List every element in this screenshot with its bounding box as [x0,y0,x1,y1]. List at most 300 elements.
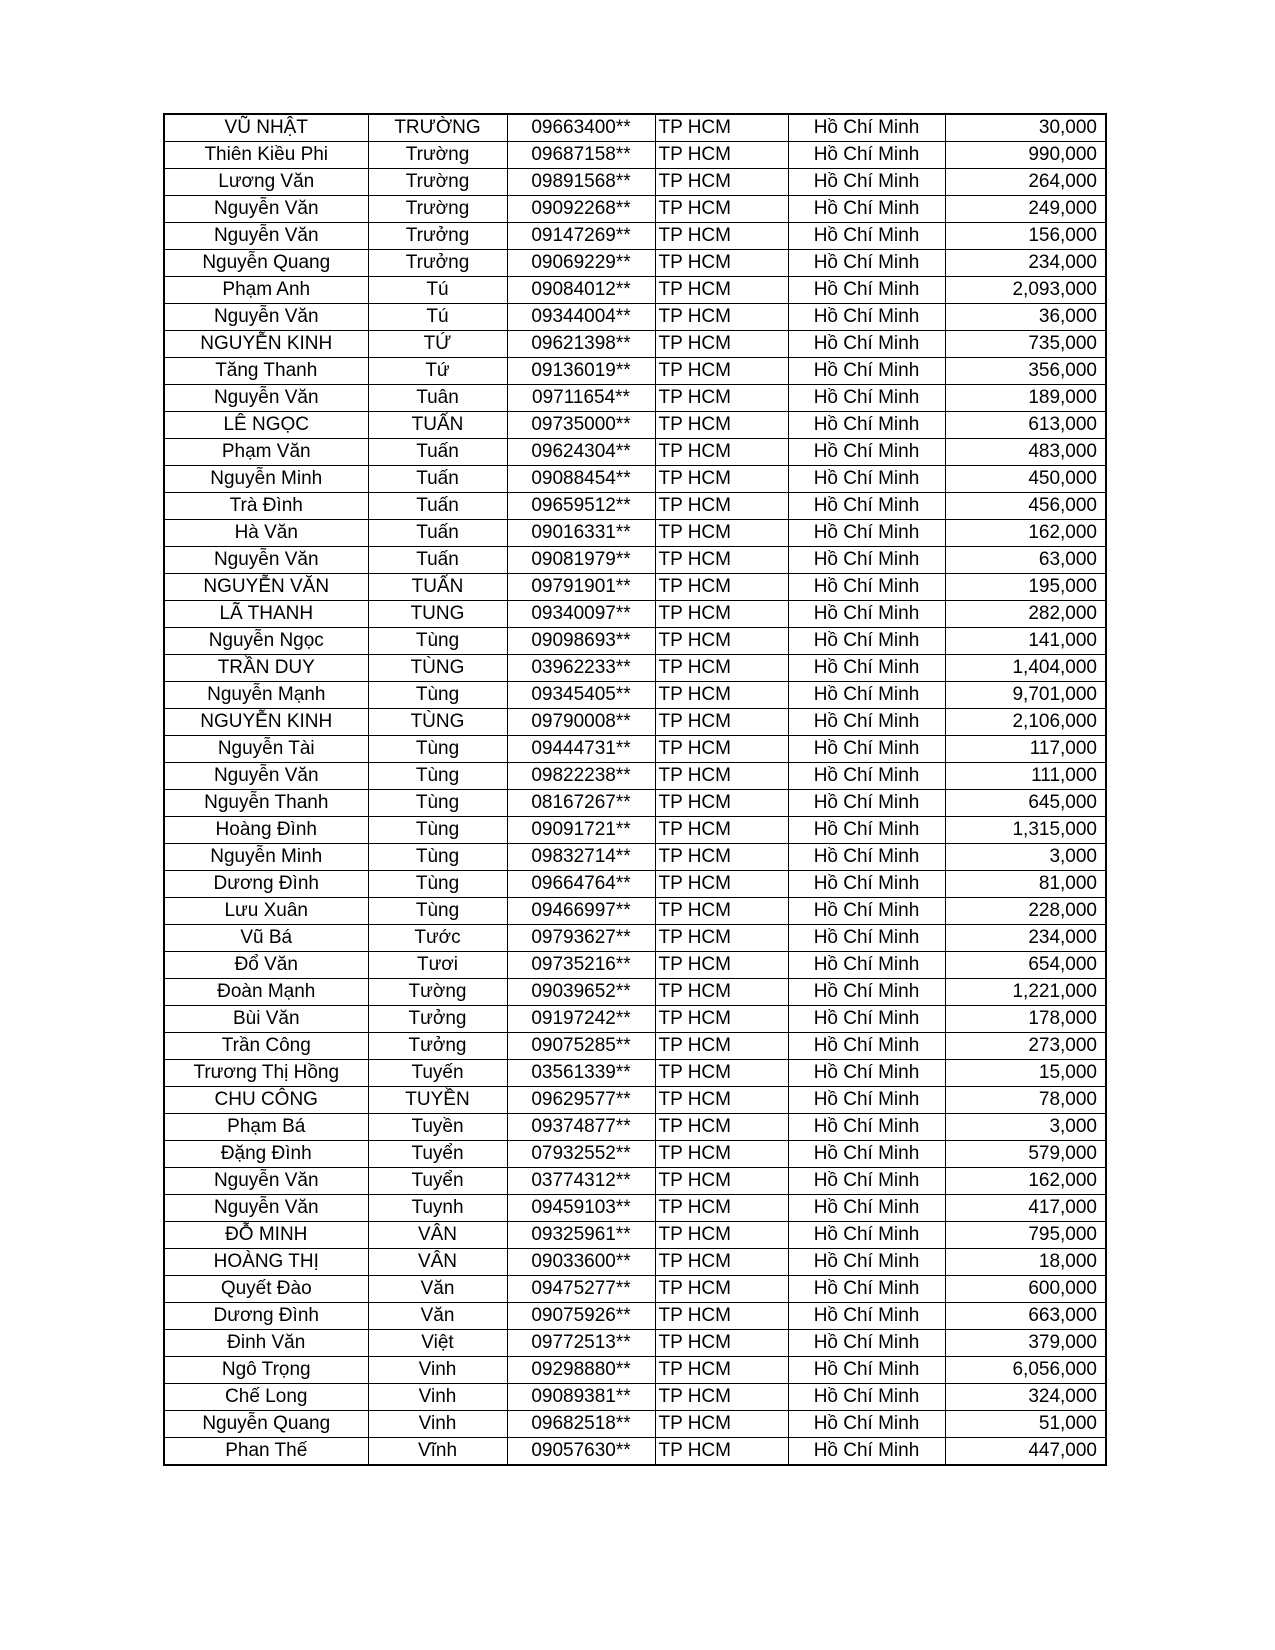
table-row [164,547,1106,574]
province-cell: Hồ Chí Minh [788,1141,945,1168]
province-cell: Hồ Chí Minh [788,790,945,817]
province-cell: Hồ Chí Minh [788,871,945,898]
amount-cell: 3,000 [945,1114,1106,1141]
surname-cell: Thiên Kiều Phi [164,142,368,169]
phone-cell: 03561339** [507,1060,655,1087]
table-row [164,223,1106,250]
amount-cell: 141,000 [945,628,1106,655]
city-cell: TP HCM [655,1006,788,1033]
surname-cell: LÃ THANH [164,601,368,628]
amount-cell: 189,000 [945,385,1106,412]
given-name-cell: Tú [368,277,507,304]
surname-cell: NGUYỄN KINH [164,331,368,358]
surname-cell: NGUYỄN VĂN [164,574,368,601]
city-cell: TP HCM [655,574,788,601]
province-cell: Hồ Chí Minh [788,547,945,574]
province-cell: Hồ Chí Minh [788,898,945,925]
table-row [164,871,1106,898]
amount-cell: 156,000 [945,223,1106,250]
given-name-cell: Tùng [368,871,507,898]
phone-cell: 09822238** [507,763,655,790]
phone-cell: 09147269** [507,223,655,250]
surname-cell: Hoàng Đình [164,817,368,844]
given-name-cell: TÙNG [368,709,507,736]
given-name-cell: Tùng [368,763,507,790]
province-cell: Hồ Chí Minh [788,493,945,520]
phone-cell: 09039652** [507,979,655,1006]
phone-cell: 07932552** [507,1141,655,1168]
province-cell: Hồ Chí Minh [788,223,945,250]
amount-cell: 450,000 [945,466,1106,493]
surname-cell: Phạm Bá [164,1114,368,1141]
phone-cell: 09340097** [507,601,655,628]
amount-cell: 2,093,000 [945,277,1106,304]
city-cell: TP HCM [655,1087,788,1114]
phone-cell: 09659512** [507,493,655,520]
given-name-cell: Tuyền [368,1114,507,1141]
table-row [164,682,1106,709]
city-cell: TP HCM [655,466,788,493]
province-cell: Hồ Chí Minh [788,412,945,439]
table-row [164,1195,1106,1222]
table-row [164,196,1106,223]
surname-cell: HOÀNG THỊ [164,1249,368,1276]
amount-cell: 1,404,000 [945,655,1106,682]
surname-cell: Đặng Đình [164,1141,368,1168]
surname-cell: Lương Văn [164,169,368,196]
phone-cell: 09098693** [507,628,655,655]
given-name-cell: Trường [368,169,507,196]
province-cell: Hồ Chí Minh [788,763,945,790]
phone-cell: 09344004** [507,304,655,331]
given-name-cell: Tùng [368,898,507,925]
amount-cell: 78,000 [945,1087,1106,1114]
city-cell: TP HCM [655,277,788,304]
city-cell: TP HCM [655,385,788,412]
amount-cell: 18,000 [945,1249,1106,1276]
amount-cell: 417,000 [945,1195,1106,1222]
table-row [164,412,1106,439]
amount-cell: 2,106,000 [945,709,1106,736]
table-row [164,1222,1106,1249]
city-cell: TP HCM [655,223,788,250]
table-row [164,1006,1106,1033]
phone-cell: 09298880** [507,1357,655,1384]
amount-cell: 9,701,000 [945,682,1106,709]
province-cell: Hồ Chí Minh [788,979,945,1006]
amount-cell: 795,000 [945,1222,1106,1249]
phone-cell: 03774312** [507,1168,655,1195]
province-cell: Hồ Chí Minh [788,1114,945,1141]
table-row [164,1141,1106,1168]
given-name-cell: Vinh [368,1384,507,1411]
surname-cell: Nguyễn Quang [164,250,368,277]
province-cell: Hồ Chí Minh [788,358,945,385]
phone-cell: 09790008** [507,709,655,736]
phone-cell: 09197242** [507,1006,655,1033]
province-cell: Hồ Chí Minh [788,304,945,331]
phone-cell: 09735000** [507,412,655,439]
phone-cell: 09016331** [507,520,655,547]
phone-cell: 09621398** [507,331,655,358]
table-row [164,925,1106,952]
given-name-cell: VÂN [368,1222,507,1249]
surname-cell: Phạm Anh [164,277,368,304]
given-name-cell: Văn [368,1303,507,1330]
given-name-cell: Tùng [368,817,507,844]
surname-cell: CHU CÔNG [164,1087,368,1114]
surname-cell: Nguyễn Tài [164,736,368,763]
amount-cell: 234,000 [945,925,1106,952]
table-row [164,439,1106,466]
amount-cell: 195,000 [945,574,1106,601]
surname-cell: Nguyễn Minh [164,466,368,493]
surname-cell: Tăng Thanh [164,358,368,385]
table-row [164,358,1106,385]
table-row [164,817,1106,844]
table-row [164,601,1106,628]
surname-cell: VŨ NHẬT [164,114,368,142]
phone-cell: 09459103** [507,1195,655,1222]
amount-cell: 15,000 [945,1060,1106,1087]
surname-cell: Nguyễn Văn [164,196,368,223]
surname-cell: Bùi Văn [164,1006,368,1033]
phone-cell: 09687158** [507,142,655,169]
city-cell: TP HCM [655,1141,788,1168]
phone-cell: 09374877** [507,1114,655,1141]
amount-cell: 447,000 [945,1438,1106,1466]
city-cell: TP HCM [655,1060,788,1087]
phone-cell: 09475277** [507,1276,655,1303]
phone-cell: 09663400** [507,114,655,142]
city-cell: TP HCM [655,1384,788,1411]
city-cell: TP HCM [655,358,788,385]
province-cell: Hồ Chí Minh [788,682,945,709]
amount-cell: 264,000 [945,169,1106,196]
table-row [164,790,1106,817]
phone-cell: 09325961** [507,1222,655,1249]
city-cell: TP HCM [655,601,788,628]
surname-cell: Quyết Đào [164,1276,368,1303]
amount-cell: 30,000 [945,114,1106,142]
table-row [164,1276,1106,1303]
city-cell: TP HCM [655,196,788,223]
table-row [164,1384,1106,1411]
province-cell: Hồ Chí Minh [788,1195,945,1222]
amount-cell: 356,000 [945,358,1106,385]
province-cell: Hồ Chí Minh [788,1303,945,1330]
province-cell: Hồ Chí Minh [788,385,945,412]
city-cell: TP HCM [655,952,788,979]
surname-cell: Ngô Trọng [164,1357,368,1384]
table-row [164,1438,1106,1466]
province-cell: Hồ Chí Minh [788,520,945,547]
given-name-cell: Tuấn [368,547,507,574]
table-row [164,844,1106,871]
surname-cell: Nguyễn Minh [164,844,368,871]
table-row [164,250,1106,277]
province-cell: Hồ Chí Minh [788,601,945,628]
province-cell: Hồ Chí Minh [788,574,945,601]
given-name-cell: Vinh [368,1411,507,1438]
table-row [164,1249,1106,1276]
phone-cell: 09075285** [507,1033,655,1060]
given-name-cell: Tuấn [368,439,507,466]
phone-cell: 09682518** [507,1411,655,1438]
amount-cell: 579,000 [945,1141,1106,1168]
phone-cell: 09088454** [507,466,655,493]
amount-cell: 990,000 [945,142,1106,169]
table-row [164,655,1106,682]
phone-cell: 09735216** [507,952,655,979]
given-name-cell: Vinh [368,1357,507,1384]
phone-cell: 09791901** [507,574,655,601]
amount-cell: 483,000 [945,439,1106,466]
table-row [164,1357,1106,1384]
phone-cell: 08167267** [507,790,655,817]
surname-cell: Đổ Văn [164,952,368,979]
amount-cell: 654,000 [945,952,1106,979]
surname-cell: Nguyễn Ngọc [164,628,368,655]
given-name-cell: Tùng [368,682,507,709]
table-row [164,763,1106,790]
table-row [164,574,1106,601]
city-cell: TP HCM [655,925,788,952]
surname-cell: LÊ NGỌC [164,412,368,439]
amount-cell: 645,000 [945,790,1106,817]
table-row [164,1303,1106,1330]
table-row [164,898,1106,925]
city-cell: TP HCM [655,790,788,817]
given-name-cell: Tùng [368,628,507,655]
surname-cell: Nguyễn Văn [164,763,368,790]
given-name-cell: Tuynh [368,1195,507,1222]
city-cell: TP HCM [655,547,788,574]
surname-cell: ĐỖ MINH [164,1222,368,1249]
surname-cell: Nguyễn Quang [164,1411,368,1438]
province-cell: Hồ Chí Minh [788,1411,945,1438]
table-row [164,979,1106,1006]
phone-cell: 09081979** [507,547,655,574]
table-row [164,331,1106,358]
phone-cell: 09069229** [507,250,655,277]
amount-cell: 6,056,000 [945,1357,1106,1384]
phone-cell: 09444731** [507,736,655,763]
province-cell: Hồ Chí Minh [788,1276,945,1303]
city-cell: TP HCM [655,682,788,709]
table-row [164,493,1106,520]
table-body [164,114,1106,1465]
table-row [164,1087,1106,1114]
table-row [164,114,1106,142]
surname-cell: Nguyễn Văn [164,1168,368,1195]
table-row [164,709,1106,736]
table-row [164,1060,1106,1087]
surname-cell: Hà Văn [164,520,368,547]
amount-cell: 324,000 [945,1384,1106,1411]
table-row [164,1330,1106,1357]
province-cell: Hồ Chí Minh [788,169,945,196]
table-row [164,1411,1106,1438]
surname-cell: Nguyễn Văn [164,304,368,331]
data-table [163,113,1107,1466]
given-name-cell: TỨ [368,331,507,358]
city-cell: TP HCM [655,304,788,331]
given-name-cell: Văn [368,1276,507,1303]
surname-cell: Dương Đình [164,871,368,898]
phone-cell: 09345405** [507,682,655,709]
surname-cell: Chế Long [164,1384,368,1411]
table-row [164,1114,1106,1141]
table-row [164,1168,1106,1195]
table-row [164,169,1106,196]
province-cell: Hồ Chí Minh [788,628,945,655]
amount-cell: 234,000 [945,250,1106,277]
given-name-cell: Tươi [368,952,507,979]
amount-cell: 3,000 [945,844,1106,871]
province-cell: Hồ Chí Minh [788,1087,945,1114]
city-cell: TP HCM [655,1195,788,1222]
surname-cell: Dương Đình [164,1303,368,1330]
surname-cell: Nguyễn Văn [164,1195,368,1222]
phone-cell: 09629577** [507,1087,655,1114]
amount-cell: 63,000 [945,547,1106,574]
surname-cell: Phan Thế [164,1438,368,1466]
province-cell: Hồ Chí Minh [788,277,945,304]
amount-cell: 162,000 [945,520,1106,547]
phone-cell: 09891568** [507,169,655,196]
city-cell: TP HCM [655,169,788,196]
province-cell: Hồ Chí Minh [788,1438,945,1466]
table-row [164,628,1106,655]
table-row [164,277,1106,304]
table-row [164,736,1106,763]
phone-cell: 09092268** [507,196,655,223]
table-row [164,466,1106,493]
amount-cell: 456,000 [945,493,1106,520]
amount-cell: 613,000 [945,412,1106,439]
city-cell: TP HCM [655,520,788,547]
given-name-cell: Tú [368,304,507,331]
province-cell: Hồ Chí Minh [788,925,945,952]
city-cell: TP HCM [655,1411,788,1438]
province-cell: Hồ Chí Minh [788,952,945,979]
amount-cell: 111,000 [945,763,1106,790]
surname-cell: Nguyễn Văn [164,547,368,574]
city-cell: TP HCM [655,439,788,466]
phone-cell: 09664764** [507,871,655,898]
city-cell: TP HCM [655,1303,788,1330]
given-name-cell: Tuấn [368,520,507,547]
surname-cell: Trần Công [164,1033,368,1060]
city-cell: TP HCM [655,817,788,844]
amount-cell: 36,000 [945,304,1106,331]
phone-cell: 09136019** [507,358,655,385]
surname-cell: NGUYỄN KINH [164,709,368,736]
given-name-cell: Tưởng [368,1006,507,1033]
city-cell: TP HCM [655,736,788,763]
given-name-cell: TRƯỜNG [368,114,507,142]
table-row [164,1033,1106,1060]
amount-cell: 282,000 [945,601,1106,628]
given-name-cell: Việt [368,1330,507,1357]
given-name-cell: Tứ [368,358,507,385]
given-name-cell: Tường [368,979,507,1006]
given-name-cell: Trường [368,142,507,169]
surname-cell: Đoàn Mạnh [164,979,368,1006]
amount-cell: 600,000 [945,1276,1106,1303]
amount-cell: 51,000 [945,1411,1106,1438]
city-cell: TP HCM [655,1114,788,1141]
surname-cell: TRẦN DUY [164,655,368,682]
amount-cell: 162,000 [945,1168,1106,1195]
province-cell: Hồ Chí Minh [788,196,945,223]
phone-cell: 09466997** [507,898,655,925]
given-name-cell: Tuyến [368,1060,507,1087]
given-name-cell: Tuyển [368,1141,507,1168]
province-cell: Hồ Chí Minh [788,1222,945,1249]
phone-cell: 09084012** [507,277,655,304]
given-name-cell: Tuấn [368,466,507,493]
city-cell: TP HCM [655,655,788,682]
given-name-cell: Trưởng [368,223,507,250]
city-cell: TP HCM [655,979,788,1006]
province-cell: Hồ Chí Minh [788,736,945,763]
phone-cell: 09033600** [507,1249,655,1276]
given-name-cell: Tùng [368,844,507,871]
city-cell: TP HCM [655,1276,788,1303]
given-name-cell: Tùng [368,790,507,817]
phone-cell: 03962233** [507,655,655,682]
phone-cell: 09075926** [507,1303,655,1330]
province-cell: Hồ Chí Minh [788,1249,945,1276]
amount-cell: 81,000 [945,871,1106,898]
city-cell: TP HCM [655,628,788,655]
table-row [164,952,1106,979]
city-cell: TP HCM [655,844,788,871]
province-cell: Hồ Chí Minh [788,655,945,682]
province-cell: Hồ Chí Minh [788,709,945,736]
phone-cell: 09624304** [507,439,655,466]
province-cell: Hồ Chí Minh [788,466,945,493]
given-name-cell: TUNG [368,601,507,628]
table-row [164,142,1106,169]
surname-cell: Nguyễn Mạnh [164,682,368,709]
surname-cell: Nguyễn Thanh [164,790,368,817]
surname-cell: Đinh Văn [164,1330,368,1357]
city-cell: TP HCM [655,1357,788,1384]
given-name-cell: Tuyển [368,1168,507,1195]
province-cell: Hồ Chí Minh [788,114,945,142]
province-cell: Hồ Chí Minh [788,1384,945,1411]
province-cell: Hồ Chí Minh [788,142,945,169]
amount-cell: 1,221,000 [945,979,1106,1006]
given-name-cell: Vĩnh [368,1438,507,1466]
amount-cell: 1,315,000 [945,817,1106,844]
amount-cell: 273,000 [945,1033,1106,1060]
city-cell: TP HCM [655,898,788,925]
phone-cell: 09091721** [507,817,655,844]
city-cell: TP HCM [655,709,788,736]
given-name-cell: Tuấn [368,493,507,520]
city-cell: TP HCM [655,1438,788,1466]
given-name-cell: VÂN [368,1249,507,1276]
amount-cell: 178,000 [945,1006,1106,1033]
city-cell: TP HCM [655,250,788,277]
province-cell: Hồ Chí Minh [788,817,945,844]
province-cell: Hồ Chí Minh [788,844,945,871]
given-name-cell: TUẤN [368,574,507,601]
